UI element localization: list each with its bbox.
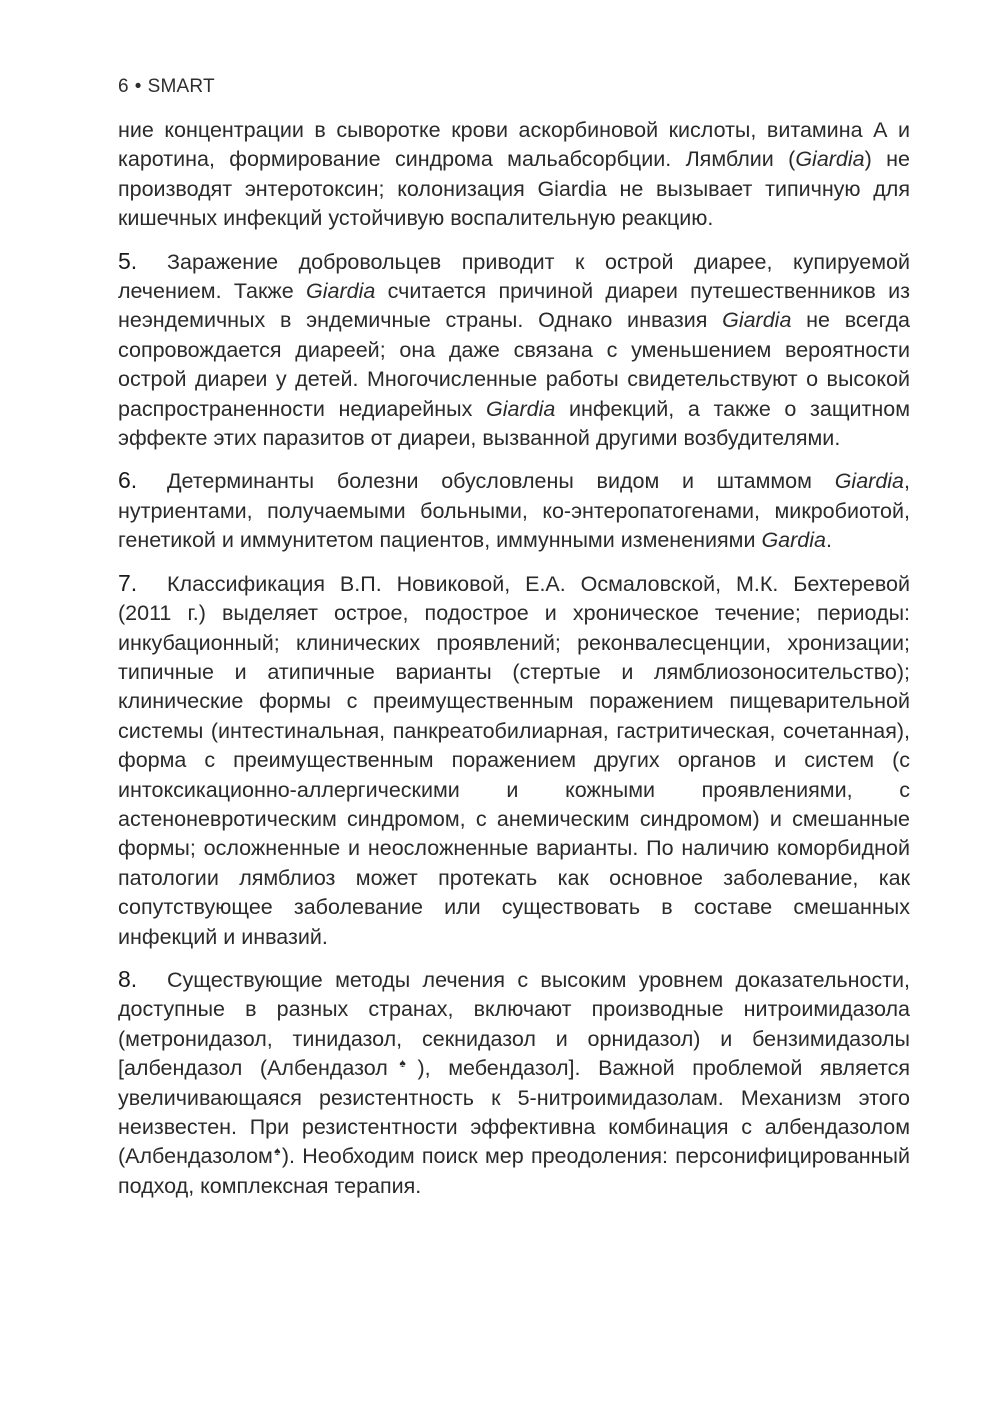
header-separator: • [134, 76, 142, 97]
text-segment: ), мебендазол]. Важной проблемой является увеличивающаяся резистентность к 5-нитроимидазолам. Механизм этого неизвестен. При резистентности эффективна комбинация с албендазолом (Албендазолом [118, 1056, 910, 1169]
text-segment: считается причиной диареи путешественников из неэндемичных в эндемичные страны. Однако инвазия [118, 279, 910, 333]
text-segment: не всегда сопровождается диареей; она даже связана с уменьшением вероятности острой диареи у детей. Многочисленные работы свидетельствуют о высокой распространенности недиарейных [118, 308, 910, 421]
text-segment: Заражение добровольцев приводит к острой диарее, купируемой лечением. Также [118, 249, 910, 304]
paragraph-5 [118, 965, 910, 1201]
paragraph-number: 6. [118, 467, 138, 494]
text-segment: . [825, 528, 832, 553]
paragraph-1 [118, 116, 910, 234]
text-segment: ние концентрации в сыворотке крови аскорбиновой кислоты, витамина А и каротина, формирование синдрома мальабсорбции. Лямблии ( [118, 118, 910, 172]
italic-term: Giardia [795, 147, 865, 172]
document-page [118, 72, 910, 1214]
paragraph-number: 8. [118, 965, 138, 992]
text-segment: инфекций, а также о защитном эффекте этих паразитов от диареи, вызванной другими возбудителями. [118, 396, 910, 451]
running-header [118, 72, 910, 102]
text-segment: Существующие методы лечения с высоким уровнем доказательности, доступные в разных странах, включают производные нитроимидазола (метронидазол, тинидазол, секнидазол и орнидазол) и бензимидазолы [албендазол (Албендазол [118, 967, 910, 1081]
paragraph-number: 5. [118, 247, 138, 274]
text-segment: Детерминанты болезни обусловлены видом и штаммом [167, 469, 835, 494]
text-segment: , нутриентами, получаемыми больными, ко-энтеропатогенами, микробиотой, генетикой и иммунитетом пациентов, иммунными изменениями [118, 469, 910, 553]
italic-term: Giardia [722, 308, 792, 333]
header-title: SMART [147, 76, 215, 97]
italic-term: Giardia [486, 396, 556, 421]
italic-term: Gardia [761, 528, 826, 553]
text-segment: Классификация В.П. Новиковой, Е.А. Осмаловской, М.К. Бехтеревой (2011 г.) выделяет острое, подострое и хроническое течение; периоды: инкубационный; клинических проявлений; реконвалесценции, хронизации; типичные и атипичные варианты (стертые и лямблиозоносительство); клинические формы с преимущественным поражением пищеварительной системы (интестинальная, панкреатобилиарная, гастритическая, сочетанная), форма с преимущественным поражением других органов и систем (с интоксикационно-аллергическими и кожными проявлениями, с астеноневротическим синдромом, с анемическим синдромом) и смешанные формы; осложненные и неосложненные варианты. По наличию коморбидной патологии лямблиоз может протекать как основное заболевание, как сопутствующее заболевание или существовать в составе смешанных инфекций и инвазий. [118, 571, 910, 949]
paragraph-3 [118, 466, 910, 555]
paragraph-4 [118, 569, 910, 952]
paragraph-number: 7. [118, 569, 138, 596]
text-segment: ). Необходим поиск мер преодоления: персонифицированный подход, комплексная терапия. [118, 1144, 910, 1198]
trademark-mark: ♠ [272, 1144, 282, 1159]
trademark-mark: ♠ [387, 1056, 418, 1071]
text-segment: ) не производят энтеротоксин; колонизация Giardia не вызывает типичную для кишечных инфекций устойчивую воспалительную реакцию. [118, 147, 910, 231]
body-text [118, 116, 910, 1201]
paragraph-2 [118, 247, 910, 454]
page-number: 6 [118, 76, 129, 97]
italic-term: Giardia [834, 469, 905, 494]
italic-term: Giardia [306, 279, 376, 304]
